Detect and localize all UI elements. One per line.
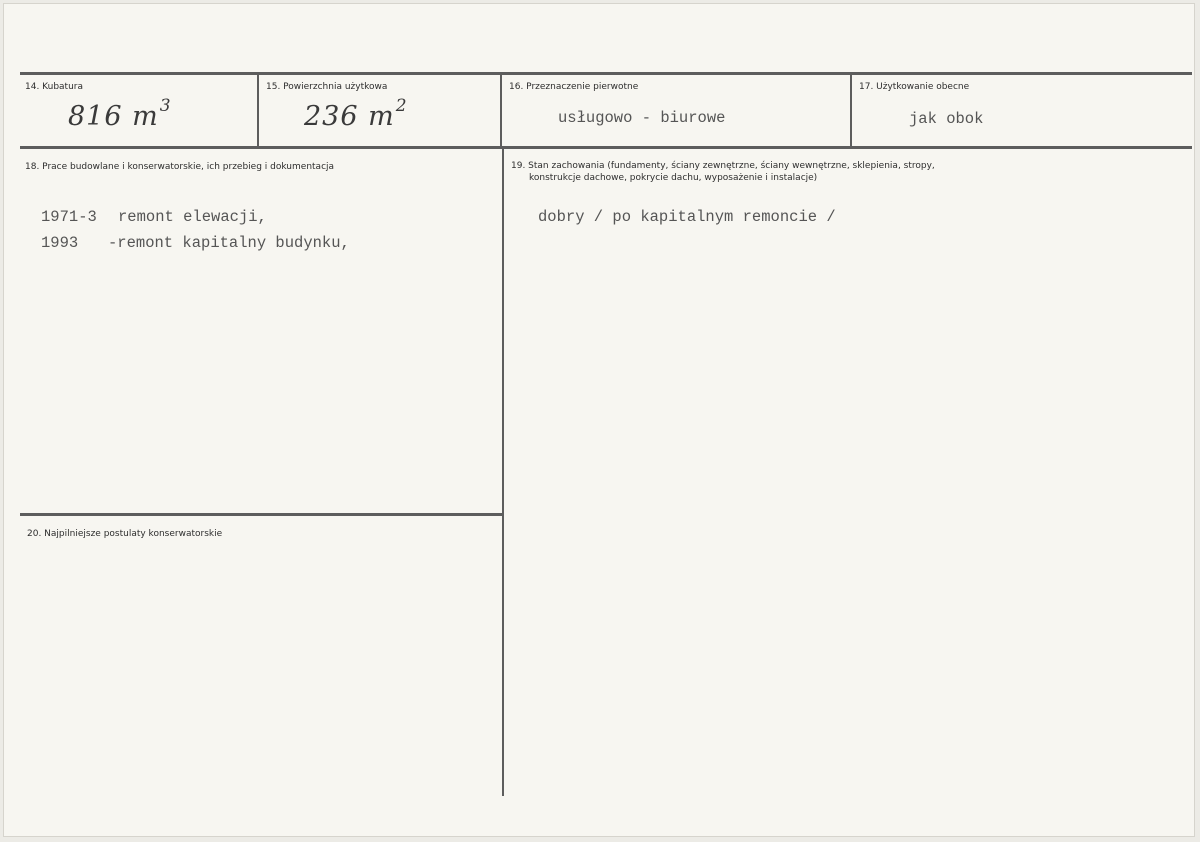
divider-16-17 xyxy=(850,74,852,148)
divider-14-15 xyxy=(257,74,259,148)
row1-bottom-rule xyxy=(20,146,1192,149)
field-14-number: 816 xyxy=(68,101,123,132)
divider-15-16 xyxy=(500,74,502,148)
field-18-entry-2-year: 1993 xyxy=(41,234,79,252)
field-15-value xyxy=(304,96,408,132)
field-15-exponent: 2 xyxy=(395,96,408,116)
field-14-value xyxy=(68,96,172,132)
field-18-entry-1-year: 1971-3 xyxy=(41,208,97,226)
field-18-entry-2-text: -remont kapitalny budynku, xyxy=(108,234,350,252)
top-rule xyxy=(20,72,1192,75)
field-17-label: 17. Użytkowanie obecne xyxy=(859,82,970,92)
field-14-exponent: 3 xyxy=(159,96,172,116)
field-15-unit: m xyxy=(368,101,395,132)
field-19-value: dobry / po kapitalnym remoncie / xyxy=(538,208,836,226)
section18-bottom-rule xyxy=(20,513,502,516)
field-16-value: usługowo - biurowe xyxy=(558,109,726,127)
field-15-label: 15. Powierzchnia użytkowa xyxy=(266,82,388,92)
field-14-label: 14. Kubatura xyxy=(25,82,84,92)
field-19-label-line-2: konstrukcje dachowe, pokrycie dachu, wyposażenie i instalacje) xyxy=(529,173,818,183)
field-20-label: 20. Najpilniejsze postulaty konserwatorskie xyxy=(27,529,223,539)
field-18-entry-1-text: remont elewacji, xyxy=(118,208,267,226)
record-card xyxy=(3,3,1195,837)
divider-main xyxy=(502,148,504,796)
field-18-label: 18. Prace budowlane i konserwatorskie, ich przebieg i dokumentacja xyxy=(25,162,335,172)
field-19-label-line-1: 19. Stan zachowania (fundamenty, ściany zewnętrzne, ściany wewnętrzne, sklepienia, stropy, xyxy=(511,161,935,171)
field-17-value: jak obok xyxy=(909,110,984,128)
field-15-number: 236 xyxy=(304,101,359,132)
field-14-unit: m xyxy=(132,101,159,132)
field-16-label: 16. Przeznaczenie pierwotne xyxy=(509,82,639,92)
